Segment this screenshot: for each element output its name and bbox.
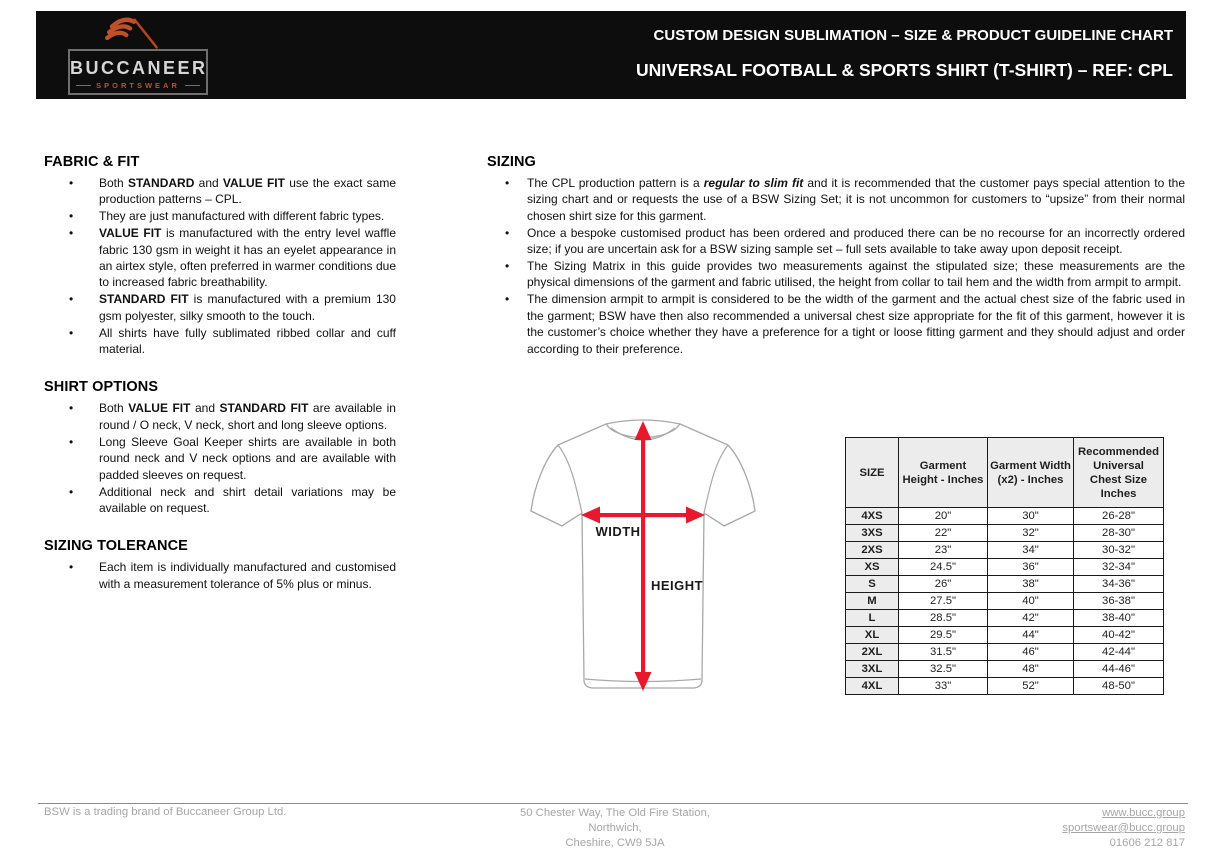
bullet-item	[527, 225, 1185, 258]
bullet-item	[527, 175, 1185, 224]
bullet-list	[44, 400, 396, 516]
bullet-text: STANDARD FIT	[219, 401, 309, 416]
table-cell: 26-28"	[1074, 508, 1164, 525]
size-label-cell: 2XS	[846, 542, 899, 559]
bullet-text: The CPL production pattern is a	[527, 176, 704, 190]
bullet-list	[44, 175, 396, 357]
section-heading: SIZING TOLERANCE	[44, 538, 188, 555]
table-cell: 30-32"	[1074, 542, 1164, 559]
footer-phone: 01606 212 817	[1109, 837, 1185, 849]
footer-address-line3: Cheshire, CW9 5JA	[565, 837, 665, 849]
table-cell: 23"	[899, 542, 988, 559]
bullet-item	[99, 559, 396, 592]
bullet-item	[99, 484, 396, 517]
bullet-text: Each item is individually manufactured and customised with a measurement tolerance of 5% plus or minus.	[99, 560, 396, 591]
bullet-text: VALUE FIT	[99, 226, 162, 241]
bullet-text: VALUE FIT	[128, 401, 191, 416]
table-cell: 40"	[988, 593, 1074, 610]
table-cell: 32.5"	[899, 661, 988, 678]
table-cell: 34-36"	[1074, 576, 1164, 593]
bullet-text: The Sizing Matrix in this guide provides two measurements against the stipulated size; these measurements are the physical dimensions of the garment and fabric utilised, the height from collar to tail hem and the width from armpit to armpit.	[527, 259, 1185, 290]
bullet-text: Both	[99, 401, 129, 416]
table-cell: 34"	[988, 542, 1074, 559]
size-table-head	[846, 438, 1164, 508]
size-label-cell: 3XS	[846, 525, 899, 542]
size-label-cell: S	[846, 576, 899, 593]
table-cell: 32"	[988, 525, 1074, 542]
footer-contact	[1062, 806, 1185, 851]
size-label-cell: L	[846, 610, 899, 627]
logo-rule-right	[185, 85, 200, 86]
table-header-row	[846, 438, 1164, 508]
table-cell: 38-40"	[1074, 610, 1164, 627]
bullet-item	[527, 258, 1185, 291]
table-cell: 42-44"	[1074, 644, 1164, 661]
bullet-text: STANDARD FIT	[99, 292, 189, 307]
brand-subtitle: SPORTSWEAR	[96, 80, 180, 90]
logo-rule-left	[76, 85, 91, 86]
size-label-cell: M	[846, 593, 899, 610]
logo-frame	[68, 49, 208, 95]
table-cell: 44"	[988, 627, 1074, 644]
bullet-item	[527, 291, 1185, 357]
bullet-text: regular to slim fit	[703, 176, 804, 190]
footer-website-link[interactable]: www.bucc.group	[1102, 807, 1185, 819]
bullet-item	[99, 325, 396, 358]
header-titles	[636, 11, 1173, 81]
table-row	[846, 627, 1164, 644]
bullet-text: They are just manufactured with different fabric types.	[99, 209, 385, 224]
bullet-text: Both	[99, 176, 128, 190]
left-column	[44, 154, 396, 592]
bullet-item	[99, 400, 396, 433]
size-label-cell: 2XL	[846, 644, 899, 661]
table-cell: 30"	[988, 508, 1074, 525]
footer-divider	[38, 803, 1188, 804]
table-cell: 52"	[988, 678, 1074, 695]
document-title: CUSTOM DESIGN SUBLIMATION – SIZE & PRODUCT GUIDELINE CHART	[653, 27, 1173, 44]
table-cell: 46"	[988, 644, 1074, 661]
table-cell: 48-50"	[1074, 678, 1164, 695]
table-row	[846, 559, 1164, 576]
section-sizing	[487, 154, 1185, 357]
right-column	[487, 154, 1185, 357]
table-cell: 27.5"	[899, 593, 988, 610]
bullet-item	[99, 225, 396, 291]
table-cell: 28.5"	[899, 610, 988, 627]
bullet-text: Once a bespoke customised product has been ordered and produced there can be no recourse for an incorrectly ordered size; if you are uncertain ask for a BSW sizing sample set – full sets available to take away upon deposit receipt.	[527, 225, 1185, 257]
table-cell: 31.5"	[899, 644, 988, 661]
bullet-text: Long Sleeve Goal Keeper shirts are available in both round neck and V neck options and are available with padded sleeves on request.	[99, 434, 396, 482]
table-cell: 29.5"	[899, 627, 988, 644]
bullet-text: are available in round / O neck, V neck, short and long sleeve options.	[99, 401, 396, 432]
table-header-cell: Recommended Universal Chest Size Inches	[1074, 438, 1164, 508]
table-header-cell: Garment Width (x2) - Inches	[988, 438, 1074, 508]
bullet-text: All shirts have fully sublimated ribbed collar and cuff material.	[99, 325, 396, 357]
bullet-text: and it is recommended that the customer pays special attention to the sizing chart and or requests the use of a BSW Sizing Set; it is not uncommon for customers to “upsize” from their normal chosen shirt size for this garment.	[527, 176, 1185, 223]
bullet-text: STANDARD	[127, 176, 195, 190]
section-heading: SIZING	[487, 154, 536, 170]
section-sizing-tolerance	[44, 538, 396, 592]
table-header-cell: SIZE	[846, 438, 899, 508]
table-row	[846, 525, 1164, 542]
bullet-text: The dimension armpit to armpit is considered to be the width of the garment and the actual chest size of the fabric used in the garment; BSW have then also recommended a universal chest size appropriate for the fit of this garment, however it is the customer’s choice whether they have a preference for a tight or loose fitting garment and they should adjust and order according to their preference.	[527, 292, 1185, 356]
footer-company-note: BSW is a trading brand of Buccaneer Group Ltd.	[44, 806, 287, 818]
table-cell: 42"	[988, 610, 1074, 627]
header-bar	[36, 11, 1186, 99]
bullet-text: and	[194, 176, 223, 190]
table-cell: 48"	[988, 661, 1074, 678]
section-heading: SHIRT OPTIONS	[44, 379, 159, 396]
table-cell: 36-38"	[1074, 593, 1164, 610]
section-heading: FABRIC & FIT	[44, 154, 140, 170]
footer-address	[430, 806, 800, 851]
section-fabric-and-fit	[44, 154, 396, 357]
brand-logo	[66, 15, 216, 97]
height-label: HEIGHT	[651, 578, 704, 593]
table-cell: 40-42"	[1074, 627, 1164, 644]
table-cell: 22"	[899, 525, 988, 542]
size-table-body	[846, 508, 1164, 695]
bullet-text: VALUE FIT	[222, 176, 285, 190]
size-label-cell: 3XL	[846, 661, 899, 678]
footer-address-line1: 50 Chester Way, The Old Fire Station,	[519, 807, 711, 819]
footer-address-line2: Northwich,	[588, 822, 642, 834]
table-row	[846, 644, 1164, 661]
size-label-cell: XS	[846, 559, 899, 576]
bullet-text: and	[190, 401, 220, 416]
table-row	[846, 593, 1164, 610]
table-row	[846, 576, 1164, 593]
table-cell: 38"	[988, 576, 1074, 593]
bullet-list	[44, 559, 396, 592]
bullet-item	[99, 291, 396, 324]
size-label-cell: 4XL	[846, 678, 899, 695]
bullet-text: Additional neck and shirt detail variations may be available on request.	[99, 484, 396, 515]
table-cell: 32-34"	[1074, 559, 1164, 576]
brand-name: BUCCANEER	[70, 57, 208, 78]
table-cell: 20"	[899, 508, 988, 525]
tshirt-measurement-diagram	[526, 414, 766, 706]
table-cell: 36"	[988, 559, 1074, 576]
bullet-item	[99, 434, 396, 483]
size-label-cell: XL	[846, 627, 899, 644]
bullet-item	[99, 175, 396, 208]
table-row	[846, 508, 1164, 525]
size-label-cell: 4XS	[846, 508, 899, 525]
document-subtitle: UNIVERSAL FOOTBALL & SPORTS SHIRT (T-SHIRT) – REF: CPL	[635, 60, 1173, 80]
footer-email-link[interactable]: sportswear@bucc.group	[1062, 822, 1185, 834]
bullet-list	[487, 175, 1185, 357]
table-row	[846, 542, 1164, 559]
table-cell: 33"	[899, 678, 988, 695]
table-header-cell: Garment Height - Inches	[899, 438, 988, 508]
bullet-text: is manufactured with a premium 130 gsm polyester, silky smooth to the touch.	[99, 292, 396, 323]
table-row	[846, 661, 1164, 678]
table-cell: 28-30"	[1074, 525, 1164, 542]
brand-subtitle-row	[70, 81, 206, 90]
bullet-item	[99, 208, 396, 224]
bullet-text: use the exact same production patterns – CPL.	[99, 176, 396, 207]
table-cell: 24.5"	[899, 559, 988, 576]
table-row	[846, 678, 1164, 695]
bullet-text: is manufactured with the entry level waffle fabric 130 gsm in weight it has an eyelet appearance in an airtex style, often preferred in warmer conditions due to increased fabric breathability.	[99, 226, 396, 290]
section-shirt-options	[44, 379, 396, 516]
table-cell: 26"	[899, 576, 988, 593]
width-label: WIDTH	[595, 524, 641, 539]
size-table	[845, 437, 1164, 695]
table-cell: 44-46"	[1074, 661, 1164, 678]
table-row	[846, 610, 1164, 627]
